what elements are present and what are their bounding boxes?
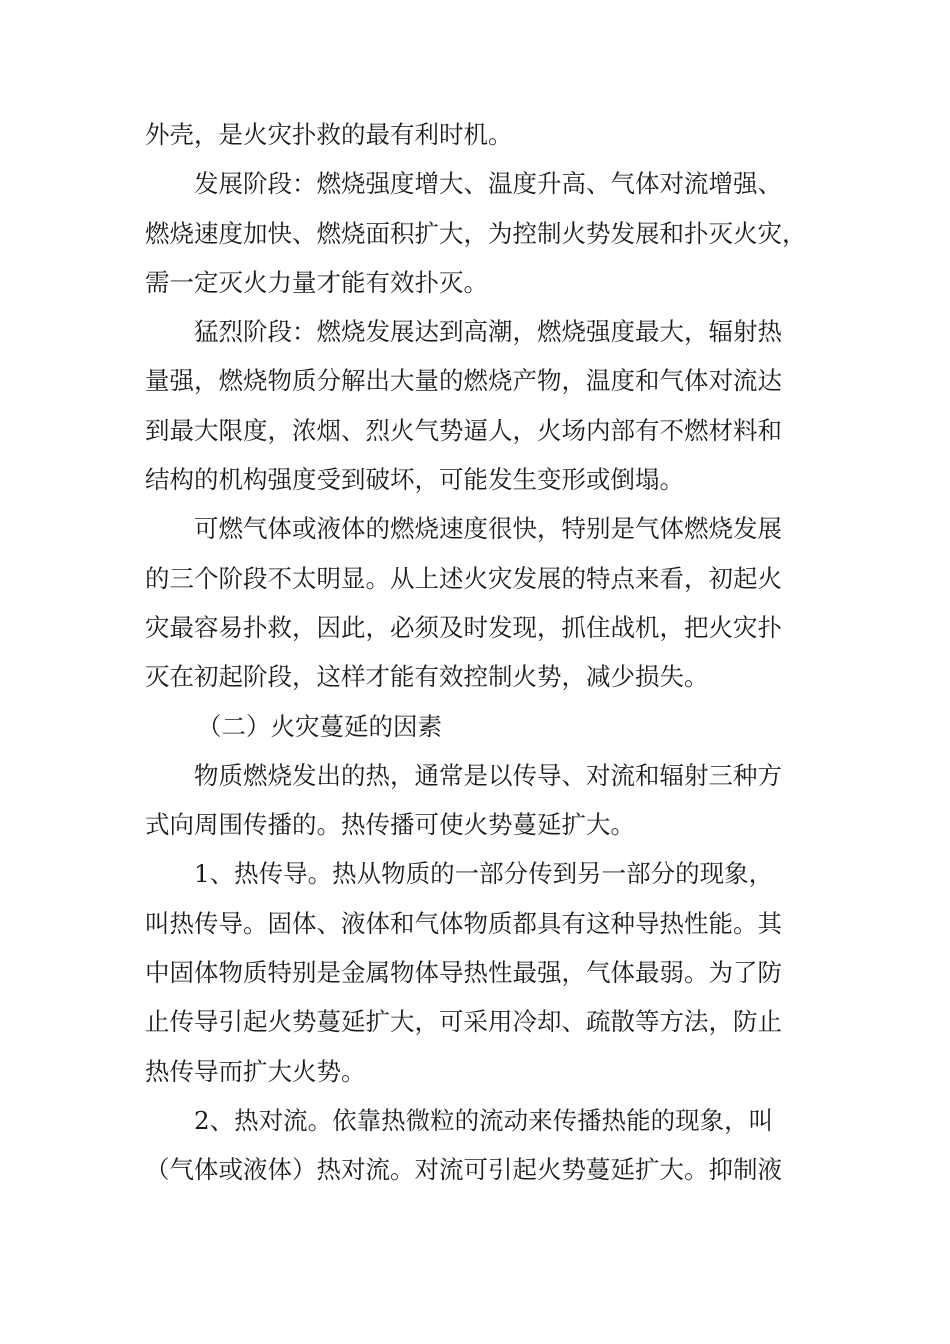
text-line: 中固体物质特别是金属物体导热性最强，气体最弱。为了防 bbox=[145, 958, 782, 988]
text-line: 式向周围传播的。热传播可使火势蔓延扩大。 bbox=[145, 810, 635, 840]
text-line: （气体或液体）热对流。对流可引起火势蔓延扩大。抑制液 bbox=[145, 1155, 782, 1185]
text-line: 燃烧速度加快、燃烧面积扩大，为控制火势发展和扑灭火灾， bbox=[145, 218, 807, 248]
text-line: 结构的机构强度受到破坏，可能发生变形或倒塌。 bbox=[145, 465, 684, 495]
text-line: 2、热对流。依靠热微粒的流动来传播热能的现象，叫 bbox=[194, 1105, 774, 1135]
text-line: 叫热传导。固体、液体和气体物质都具有这种导热性能。其 bbox=[145, 908, 782, 938]
text-line: 灭在初起阶段，这样才能有效控制火势，减少损失。 bbox=[145, 662, 709, 692]
text-line: 可燃气体或液体的燃烧速度很快，特别是气体燃烧发展 bbox=[194, 514, 782, 544]
text-line: 物质燃烧发出的热，通常是以传导、对流和辐射三种方 bbox=[194, 760, 782, 790]
body-text bbox=[145, 110, 825, 1195]
section-heading: （二）火灾蔓延的因素 bbox=[197, 711, 442, 741]
text-line: 猛烈阶段：燃烧发展达到高潮，燃烧强度最大，辐射热 bbox=[194, 317, 782, 347]
text-line: 1、热传导。热从物质的一部分传到另一部分的现象， bbox=[194, 859, 774, 889]
text-line: 量强，燃烧物质分解出大量的燃烧产物，温度和气体对流达 bbox=[145, 366, 782, 396]
text-line: 止传导引起火势蔓延扩大，可采用冷却、疏散等方法，防止 bbox=[145, 1007, 782, 1037]
text-line: 的三个阶段不太明显。从上述火灾发展的特点来看，初起火 bbox=[145, 563, 782, 593]
text-line: 热传导而扩大火势。 bbox=[145, 1056, 366, 1086]
text-line: 灾最容易扑救，因此，必须及时发现，抓住战机，把火灾扑 bbox=[145, 612, 782, 642]
text-line: 到最大限度，浓烟、烈火气势逼人，火场内部有不燃材料和 bbox=[145, 415, 782, 445]
text-line: 外壳，是火灾扑救的最有利时机。 bbox=[145, 120, 513, 149]
text-line: 需一定灭火力量才能有效扑灭。 bbox=[145, 267, 488, 297]
text-line: 发展阶段：燃烧强度增大、温度升高、气体对流增强、 bbox=[194, 169, 782, 199]
